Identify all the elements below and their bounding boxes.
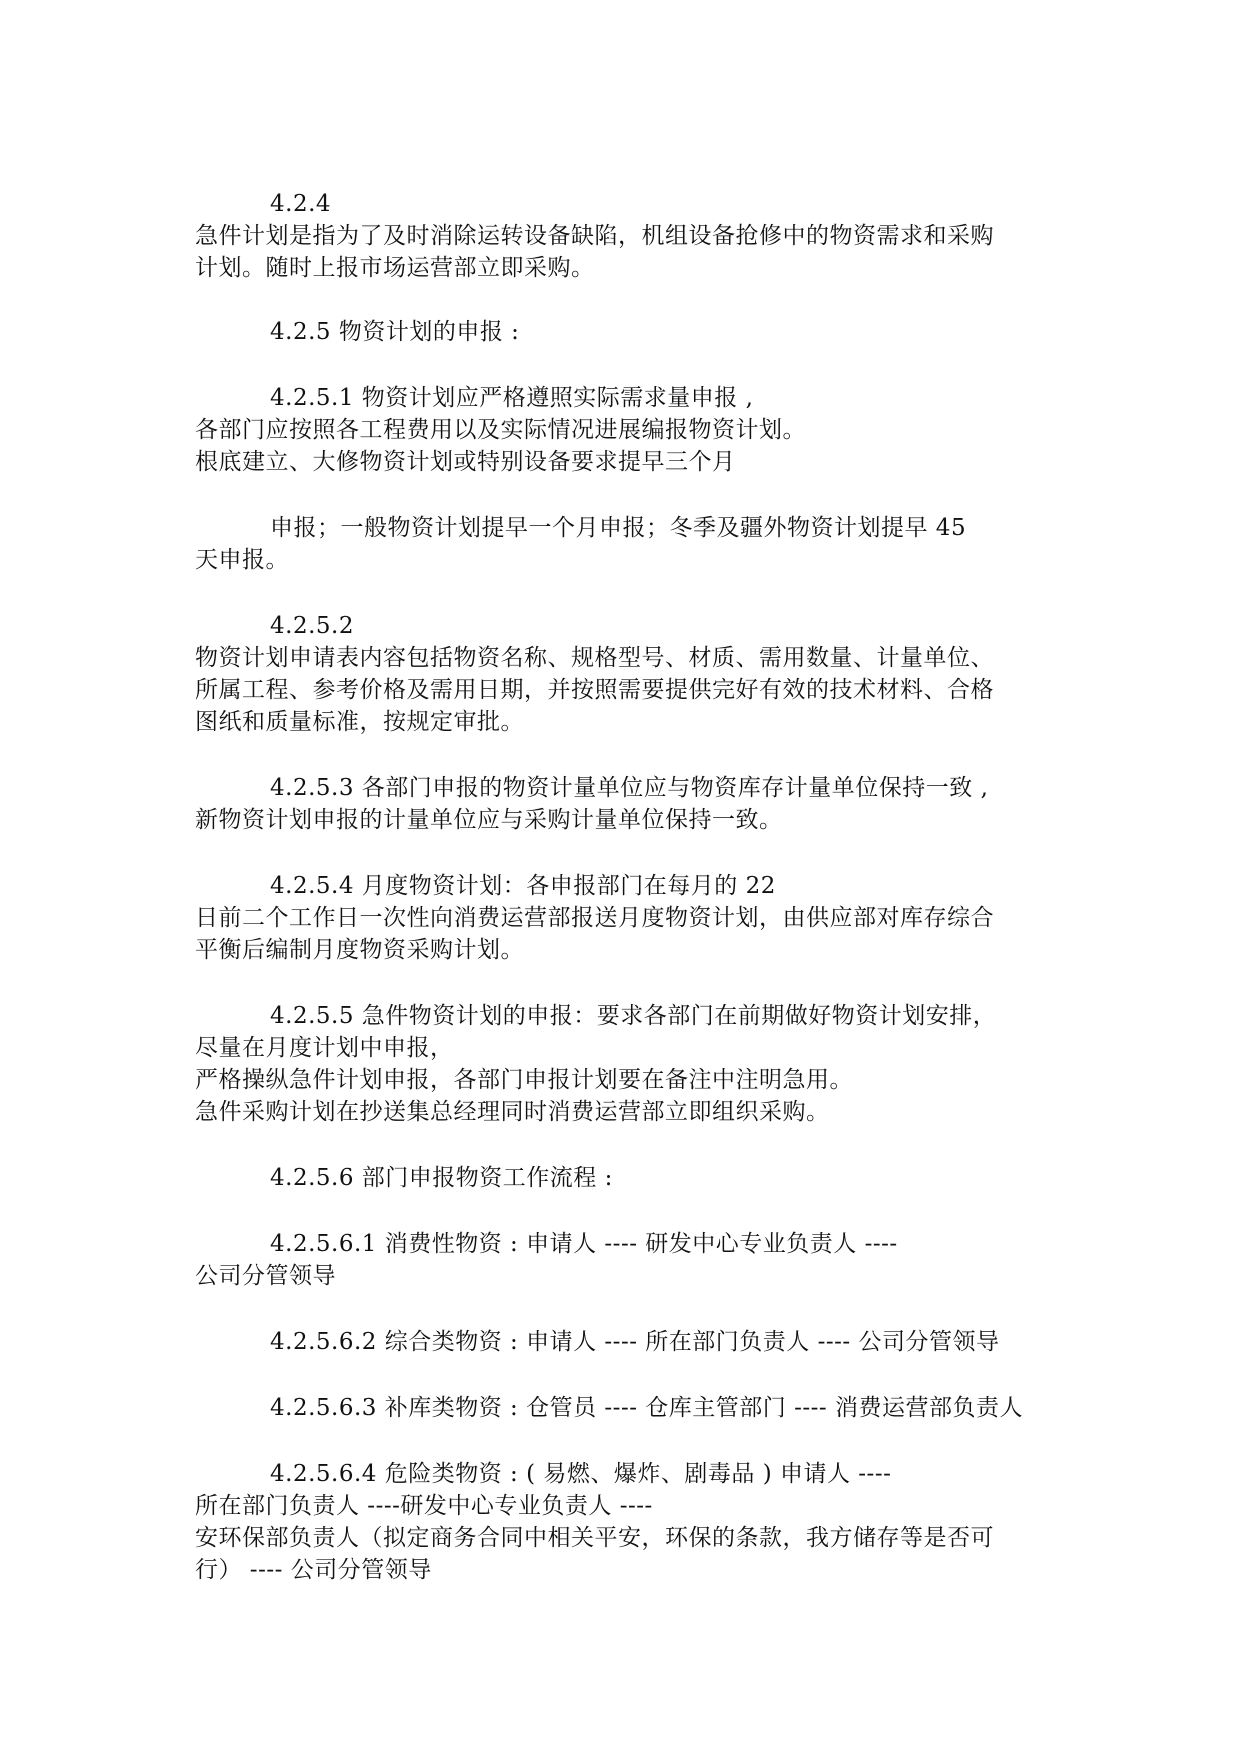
paragraph-line: 严格操纵急件计划申报，各部门申报计划要在备注中注明急用。 xyxy=(195,1067,853,1093)
clause-4-2-5-6-3: 4.2.5.6.3 补库类物资 : 仓管员 ---- 仓库主管部门 ---- 消费运营部负责人 xyxy=(270,1395,1024,1421)
section-heading-4-2-4: 4.2.4 xyxy=(270,191,332,217)
clause-4-2-5-6-1: 4.2.5.6.1 消费性物资 : 申请人 ---- 研发中心专业负责人 ---- xyxy=(270,1231,898,1257)
paragraph-line: 新物资计划申报的计量单位应与采购计量单位保持一致。 xyxy=(195,807,783,833)
clause-4-2-5-5: 4.2.5.5 急件物资计划的申报：要求各部门在前期做好物资计划安排， xyxy=(270,1003,997,1029)
clause-4-2-5-6-4: 4.2.5.6.4 危险类物资 : ( 易燃、爆炸、剧毒品 ) 申请人 ---- xyxy=(270,1461,892,1487)
clause-4-2-5-6: 4.2.5.6 部门申报物资工作流程 : xyxy=(270,1165,613,1191)
paragraph-line: 计划。随时上报市场运营部立即采购。 xyxy=(195,255,595,281)
paragraph-line: 所在部门负责人 ----研发中心专业负责人 ---- xyxy=(195,1493,653,1519)
paragraph-line: 行） ---- 公司分管领导 xyxy=(195,1557,432,1583)
clause-4-2-5-2: 4.2.5.2 xyxy=(270,613,354,639)
paragraph-line: 图纸和质量标准，按规定审批。 xyxy=(195,709,524,735)
paragraph-line: 平衡后编制月度物资采购计划。 xyxy=(195,937,524,963)
clause-4-2-5-1: 4.2.5.1 物资计划应严格遵照实际需求量申报 , xyxy=(270,385,754,411)
paragraph-line: 根底建立、大修物资计划或特别设备要求提早三个月 xyxy=(195,449,736,475)
clause-4-2-5-6-2: 4.2.5.6.2 综合类物资 : 申请人 ---- 所在部门负责人 ---- 公司分管领导 xyxy=(270,1329,1000,1355)
clause-4-2-5-3: 4.2.5.3 各部门申报的物资计量单位应与物资库存计量单位保持一致 , xyxy=(270,775,989,801)
paragraph-line: 天申报。 xyxy=(195,547,289,573)
paragraph-line: 公司分管领导 xyxy=(195,1263,336,1289)
paragraph-line: 安环保部负责人（拟定商务合同中相关平安，环保的条款，我方储存等是否可 xyxy=(195,1525,994,1551)
paragraph-line: 所属工程、参考价格及需用日期，并按照需要提供完好有效的技术材料、合格 xyxy=(195,677,994,703)
clause-4-2-5-4: 4.2.5.4 月度物资计划：各申报部门在每月的 22 xyxy=(270,873,776,899)
paragraph-line: 申报；一般物资计划提早一个月申报；冬季及疆外物资计划提早 45 xyxy=(270,515,967,541)
paragraph-line: 物资计划申请表内容包括物资名称、规格型号、材质、需用数量、计量单位、 xyxy=(195,645,994,671)
paragraph-line: 急件计划是指为了及时消除运转设备缺陷，机组设备抢修中的物资需求和采购 xyxy=(195,223,994,249)
section-heading-4-2-5: 4.2.5 物资计划的申报 : xyxy=(270,319,520,345)
paragraph-line: 尽量在月度计划中申报， xyxy=(195,1035,454,1061)
paragraph-line: 各部门应按照各工程费用以及实际情况进展编报物资计划。 xyxy=(195,417,806,443)
paragraph-line: 急件采购计划在抄送集总经理同时消费运营部立即组织采购。 xyxy=(195,1099,830,1125)
paragraph-line: 日前二个工作日一次性向消费运营部报送月度物资计划，由供应部对库存综合 xyxy=(195,905,994,931)
